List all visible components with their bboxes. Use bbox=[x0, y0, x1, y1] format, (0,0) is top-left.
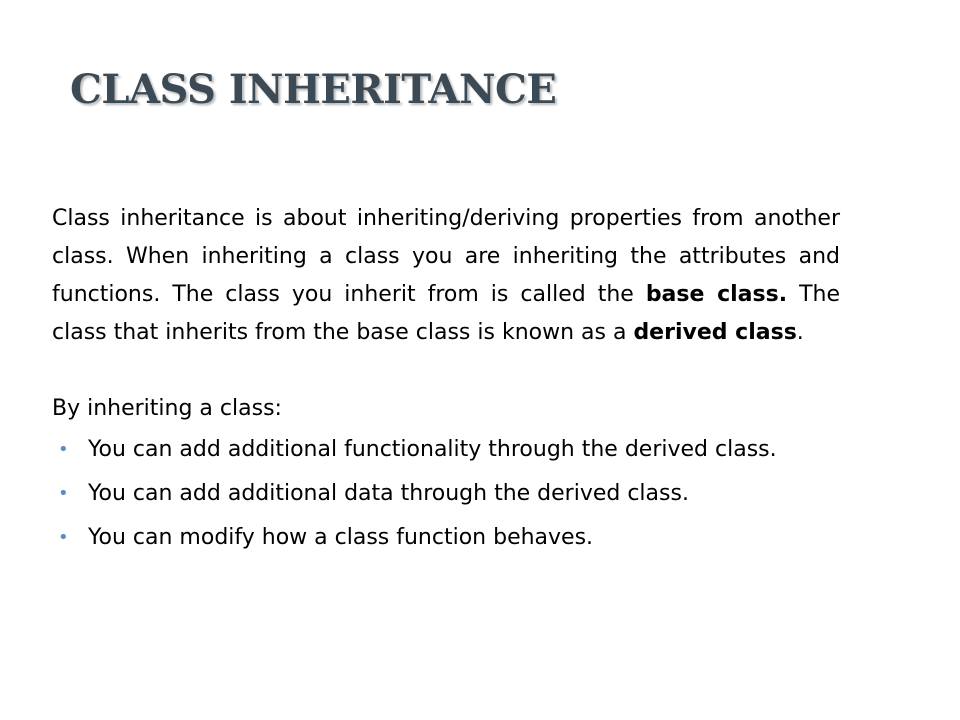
intro-text-2: The class that inherits from the base class is known as a bbox=[52, 282, 840, 345]
list-item bbox=[52, 478, 840, 510]
bullet-icon: • bbox=[58, 527, 69, 548]
bullet-text: You can add additional functionality through the derived class. bbox=[88, 437, 777, 462]
slide-title: CLASS INHERITANCE bbox=[70, 66, 557, 113]
intro-text-1: Class inheritance is about inheriting/deriving properties from another class. When inheriting a class you are inheriting the attributes and functions. The class you inherit from is called the bbox=[52, 206, 840, 307]
bullet-text: You can modify how a class function behaves. bbox=[88, 525, 594, 550]
list-item bbox=[52, 522, 840, 554]
slide-content bbox=[52, 200, 840, 566]
bullets-lead: By inheriting a class: bbox=[52, 396, 282, 421]
list-item bbox=[52, 434, 840, 466]
intro-paragraph bbox=[52, 200, 840, 352]
bullet-text: You can add additional data through the derived class. bbox=[88, 481, 689, 506]
bullet-icon: • bbox=[58, 483, 69, 504]
intro-text-3: . bbox=[796, 320, 804, 345]
term-derived-class: derived class bbox=[633, 320, 797, 345]
bullet-icon: • bbox=[58, 439, 69, 460]
term-base-class: base class. bbox=[645, 282, 788, 307]
bullet-list bbox=[52, 434, 840, 554]
